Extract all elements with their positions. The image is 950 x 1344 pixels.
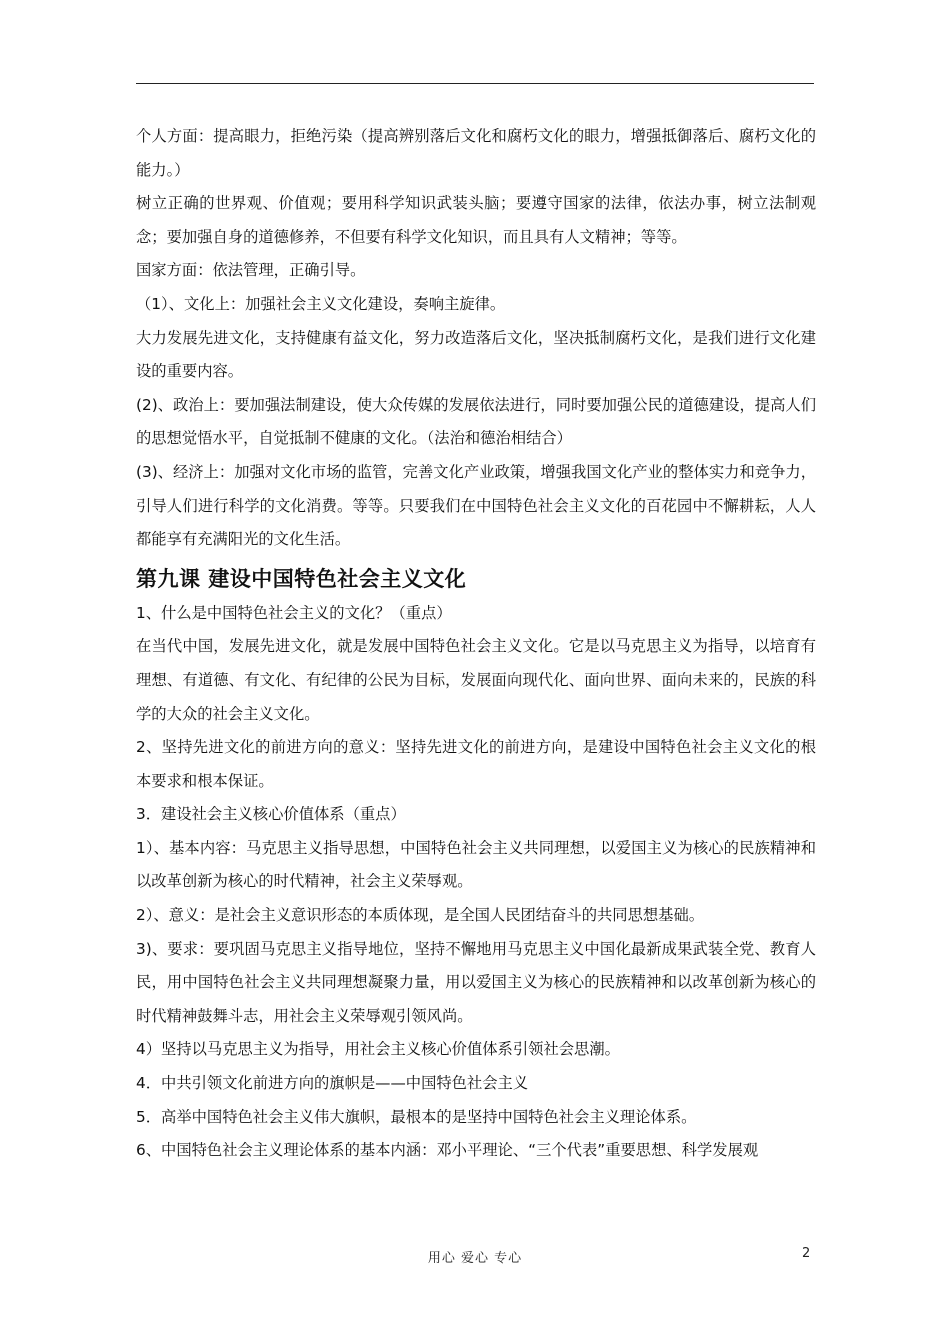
question-2: 2、坚持先进文化的前进方向的意义：坚持先进文化的前进方向，是建设中国特色社会主义文化的根本要求和根本保证。	[136, 738, 816, 790]
paragraph-economy: (3)、经济上：加强对文化市场的监管，完善文化产业政策，增强我国文化产业的整体实力和竞争力，引导人们进行科学的文化消费。等等。只要我们在中国特色社会主义文化的百花园中不懈耕耘，人人都能享有充满阳光的文化生活。	[136, 462, 816, 549]
paragraph-personal: 个人方面：提高眼力，拒绝污染（提高辨别落后文化和腐朽文化的眼力，增强抵御落后、腐朽文化的能力。）	[136, 127, 816, 179]
document-body	[136, 120, 816, 1168]
question-1: 1、什么是中国特色社会主义的文化？（重点）	[136, 603, 452, 622]
question-6: 6、中国特色社会主义理论体系的基本内涵：邓小平理论、“三个代表”重要思想、科学发展观	[136, 1141, 759, 1160]
point-3-3: 3)、要求：要巩固马克思主义指导地位，坚持不懈地用马克思主义中国化最新成果武装全党、教育人民，用中国特色社会主义共同理想凝聚力量，用以爱国主义为核心的民族精神和以改革创新为核心的时代精神鼓舞斗志，用社会主义荣辱观引领风尚。	[136, 939, 816, 1025]
paragraph-politics: (2)、政治上：要加强法制建设，使大众传媒的发展依法进行，同时要加强公民的道德建设，提高人们的思想觉悟水平，自觉抵制不健康的文化。（法治和德治相结合）	[136, 395, 816, 448]
point-3-2: 2）、意义：是社会主义意识形态的本质体现，是全国人民团结奋斗的共同思想基础。	[136, 906, 705, 925]
page-number: 2	[802, 1246, 811, 1261]
footer-motto: 用心 爱心 专心	[427, 1251, 523, 1266]
paragraph-develop: 大力发展先进文化，支持健康有益文化，努力改造落后文化，坚决抵制腐朽文化，是我们进行文化建设的重要内容。	[136, 328, 816, 381]
point-3-4: 4）坚持以马克思主义为指导，用社会主义核心价值体系引领社会思潮。	[136, 1040, 620, 1059]
lesson-heading: 第九课 建设中国特色社会主义文化	[136, 566, 467, 591]
paragraph-culture: （1）、文化上：加强社会主义文化建设，奏响主旋律。	[136, 294, 506, 313]
answer-1: 在当代中国，发展先进文化，就是发展中国特色社会主义文化。它是以马克思主义为指导，以培育有理想、有道德、有文化、有纪律的公民为目标，发展面向现代化、面向世界、面向未来的，民族的科学的大众的社会主义文化。	[136, 637, 816, 723]
point-3-1: 1）、基本内容：马克思主义指导思想，中国特色社会主义共同理想，以爱国主义为核心的民族精神和以改革创新为核心的时代精神，社会主义荣辱观。	[136, 838, 816, 891]
question-5: 5．高举中国特色社会主义伟大旗帜，最根本的是坚持中国特色社会主义理论体系。	[136, 1107, 697, 1126]
paragraph-state: 国家方面：依法管理，正确引导。	[136, 261, 366, 280]
question-3: 3．建设社会主义核心价值体系（重点）	[136, 805, 406, 824]
paragraph-worldview: 树立正确的世界观、价值观；要用科学知识武装头脑；要遵守国家的法律，依法办事，树立法制观念；要加强自身的道德修养，不但要有科学文化知识，而且具有人文精神；等等。	[136, 194, 816, 246]
header-rule	[136, 83, 814, 84]
question-4: 4．中共引领文化前进方向的旗帜是——中国特色社会主义	[136, 1074, 529, 1093]
